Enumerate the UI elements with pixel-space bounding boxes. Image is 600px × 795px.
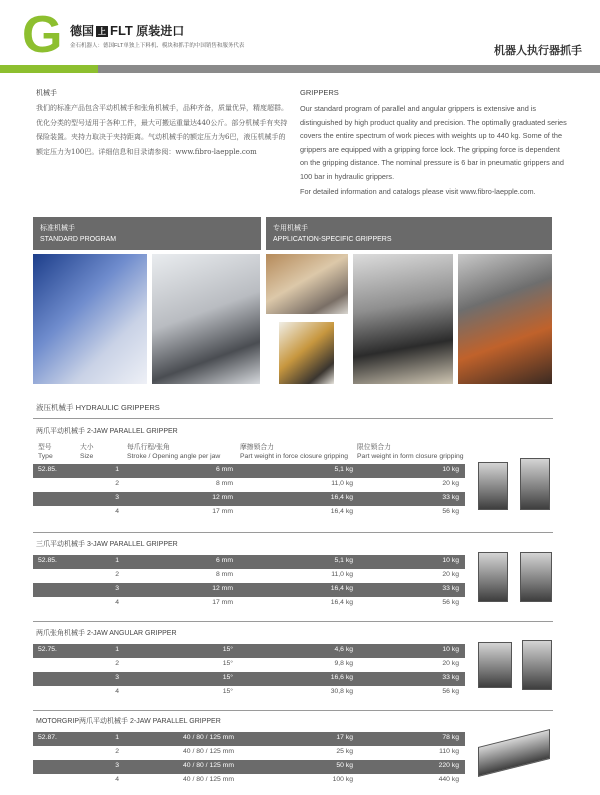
intro-en-heading: GRIPPERS: [300, 88, 339, 97]
cell-type: 52.75.: [38, 646, 57, 653]
category-standard-en: STANDARD PROGRAM: [40, 236, 117, 243]
col-size-en: Size: [80, 453, 94, 460]
product-image-2jaw-angular-b: [522, 640, 552, 690]
photo-standard-grippers-blue: [33, 254, 147, 384]
cell-type: 52.87.: [38, 734, 57, 741]
table-title-2jaw-angular: 两爪张角机械手 2-JAW ANGULAR GRIPPER: [36, 630, 177, 637]
cell-form: 56 kg: [442, 688, 459, 695]
col-force: [240, 443, 348, 461]
cell-stroke: 40 / 80 / 125 mm: [183, 762, 235, 769]
cell-force: 16,4 kg: [330, 585, 353, 592]
intro-cn-heading: 机械手: [36, 90, 57, 97]
cell-size: 1: [115, 646, 119, 653]
table-row: [33, 672, 465, 686]
table-divider: [33, 621, 553, 622]
brand-prefix: 德国: [70, 24, 95, 38]
brand-box: 上: [98, 27, 107, 36]
product-image-motorgrip: [478, 729, 550, 777]
cell-size: 3: [115, 762, 119, 769]
photo-application-engine-gripper: [353, 254, 453, 384]
cell-form: 10 kg: [442, 557, 459, 564]
col-force-cn: 摩擦锁合力: [240, 444, 274, 451]
cell-stroke: 15°: [222, 646, 233, 653]
brand-subline: 金石机器人：德国FLT单独上下料机、模块和抓手的中国销售和服务代表: [70, 43, 245, 49]
cell-stroke: 8 mm: [216, 571, 233, 578]
cell-stroke: 8 mm: [216, 480, 233, 487]
cell-form: 10 kg: [442, 466, 459, 473]
cell-force: 25 kg: [336, 748, 353, 755]
table-row: [33, 506, 465, 520]
col-stroke-en: Stroke / Opening angle per jaw: [127, 453, 221, 460]
cell-size: 2: [115, 571, 119, 578]
cell-force: 9,8 kg: [334, 660, 353, 667]
cell-form: 440 kg: [438, 776, 459, 783]
cell-form: 78 kg: [442, 734, 459, 741]
photo-standard-grippers-assorted: [152, 254, 260, 384]
cell-size: 2: [115, 480, 119, 487]
brand-logo-letter: G: [22, 6, 63, 64]
intro-en-paragraph: Our standard program of parallel and angular grippers is extensive and is distinguished by high product quality and precision. The optimally graduated series covers the entire spectrum of work pieces with weights up to 440 kg. Some of the grippers are equipped with a gripping force lock. The gripping force is dependent on the gripping distance. The nominal pressure is 6 bar in pneumatic grippers and 100 bar in hydraulic grippers.: [300, 104, 567, 181]
col-type: [38, 443, 53, 461]
table-row: [33, 478, 465, 492]
category-application: [266, 217, 552, 250]
cell-size: 3: [115, 585, 119, 592]
intro-en-text: [300, 102, 570, 198]
col-form: [357, 443, 464, 461]
cell-force: 16,4 kg: [330, 508, 353, 515]
cell-force: 11,0 kg: [331, 571, 353, 578]
table-title-3jaw-parallel: 三爪平动机械手 3-JAW PARALLEL GRIPPER: [36, 541, 178, 548]
col-type-en: Type: [38, 453, 53, 460]
table-row: [33, 732, 465, 746]
cell-stroke: 17 mm: [212, 599, 233, 606]
col-force-en: Part weight in force closure gripping: [240, 453, 349, 460]
table-row: [33, 583, 465, 597]
table-row: [33, 569, 465, 583]
cell-size: 2: [115, 748, 119, 755]
intro-en-link-line: For detailed information and catalogs please visit www.fibro-laepple.com.: [300, 186, 536, 196]
table-row: [33, 658, 465, 672]
product-image-2jaw-angular-a: [478, 642, 512, 688]
cell-size: 4: [115, 599, 119, 606]
cell-size: 4: [115, 776, 119, 783]
cell-force: 100 kg: [332, 776, 353, 783]
table-title-2jaw-parallel: 两爪平动机械手 2-JAW PARALLEL GRIPPER: [36, 428, 178, 435]
cell-force: 11,0 kg: [331, 480, 353, 487]
table-divider: [33, 710, 553, 711]
table-row: [33, 555, 465, 569]
cell-size: 1: [115, 466, 119, 473]
cell-form: 20 kg: [442, 480, 459, 487]
cell-form: 110 kg: [439, 748, 459, 755]
cell-stroke: 12 mm: [212, 585, 233, 592]
page-title: 机器人执行器抓手: [494, 45, 582, 57]
cell-form: 10 kg: [442, 646, 459, 653]
category-standard-cn: 标准机械手: [40, 225, 75, 232]
cell-stroke: 40 / 80 / 125 mm: [183, 776, 235, 783]
cell-form: 33 kg: [442, 585, 459, 592]
table-row: [33, 492, 465, 506]
cell-force: 50 kg: [336, 762, 353, 769]
table-row: [33, 746, 465, 760]
col-form-en: Part weight in form closure gripping: [357, 453, 464, 460]
brand-name: [70, 22, 184, 39]
cell-stroke: 17 mm: [212, 508, 233, 515]
table-row: [33, 774, 465, 788]
cell-size: 1: [115, 557, 119, 564]
brand-suffix: 原装进口: [136, 24, 185, 38]
cell-form: 33 kg: [442, 494, 459, 501]
category-application-en: APPLICATION-SPECIFIC GRIPPERS: [273, 236, 392, 243]
product-image-3jaw-parallel-b: [520, 552, 552, 602]
header-accent-bar: [0, 65, 98, 73]
cell-stroke: 15°: [222, 688, 233, 695]
table-title-motorgrip: MOTORGRIP两爪平动机械手 2-JAW PARALLEL GRIPPER: [36, 718, 221, 725]
cell-force: 5,1 kg: [334, 557, 353, 564]
table-row: [33, 597, 465, 611]
table-row: [33, 464, 465, 478]
col-form-cn: 限位锁合力: [357, 444, 391, 451]
cell-force: 17 kg: [336, 734, 353, 741]
cell-form: 220 kg: [438, 762, 459, 769]
intro-cn-text: 我们的标准产品包含平动机械手和张角机械手，品种齐备，质量优异，精度超群。优化分类的型号适用于各种工件，最大可搬运重量达440公斤。部分机械手有夹持保险装置。夹持力取决于夹持距离。气动机械手的额定压力为6巴，液压机械手的额定压力为100巴。详细信息和目录请参阅：www.fibro-laepple.com: [36, 104, 288, 156]
cell-form: 56 kg: [442, 508, 459, 515]
cell-force: 30,8 kg: [330, 688, 353, 695]
cell-stroke: 15°: [222, 674, 233, 681]
photo-application-gripper-arm: [266, 254, 348, 314]
cell-size: 3: [115, 674, 119, 681]
cell-type: 52.85.: [38, 466, 57, 473]
cell-form: 33 kg: [442, 674, 459, 681]
cell-form: 20 kg: [442, 660, 459, 667]
photo-application-robot-engine: [458, 254, 552, 384]
section-divider: [33, 418, 553, 419]
cell-stroke: 6 mm: [216, 466, 233, 473]
category-standard: [33, 217, 261, 250]
section-heading-hydraulic: 液压机械手 HYDRAULIC GRIPPERS: [36, 403, 160, 412]
brand-flt: FLT: [110, 23, 133, 38]
cell-form: 56 kg: [442, 599, 459, 606]
cell-force: 16,4 kg: [330, 599, 353, 606]
col-size: [80, 443, 94, 461]
table-divider: [33, 532, 553, 533]
cell-stroke: 12 mm: [212, 494, 233, 501]
cell-force: 16,6 kg: [330, 674, 353, 681]
category-application-cn: 专用机械手: [273, 225, 308, 232]
cell-form: 20 kg: [442, 571, 459, 578]
cell-stroke: 15°: [222, 660, 233, 667]
cell-type: 52.85.: [38, 557, 57, 564]
col-type-cn: 型号: [38, 444, 52, 451]
product-image-3jaw-parallel-a: [478, 552, 508, 602]
cell-force: 5,1 kg: [334, 466, 353, 473]
cell-force: 4,6 kg: [334, 646, 353, 653]
cell-force: 16,4 kg: [330, 494, 353, 501]
table-row: [33, 686, 465, 700]
cell-size: 3: [115, 494, 119, 501]
cell-stroke: 6 mm: [216, 557, 233, 564]
cell-size: 2: [115, 660, 119, 667]
cell-stroke: 40 / 80 / 125 mm: [183, 734, 235, 741]
col-size-cn: 大小: [80, 444, 94, 451]
table-row: [33, 644, 465, 658]
photo-application-gripper-detail: [279, 322, 334, 384]
col-stroke-cn: 每爪行程/张角: [127, 444, 170, 451]
header-divider-bar: [0, 65, 600, 73]
col-stroke: [127, 443, 220, 461]
cell-size: 4: [115, 508, 119, 515]
cell-size: 4: [115, 688, 119, 695]
cell-stroke: 40 / 80 / 125 mm: [183, 748, 235, 755]
product-image-2jaw-parallel-a: [478, 462, 508, 510]
product-image-2jaw-parallel-b: [520, 458, 550, 510]
table-row: [33, 760, 465, 774]
cell-size: 1: [115, 734, 119, 741]
